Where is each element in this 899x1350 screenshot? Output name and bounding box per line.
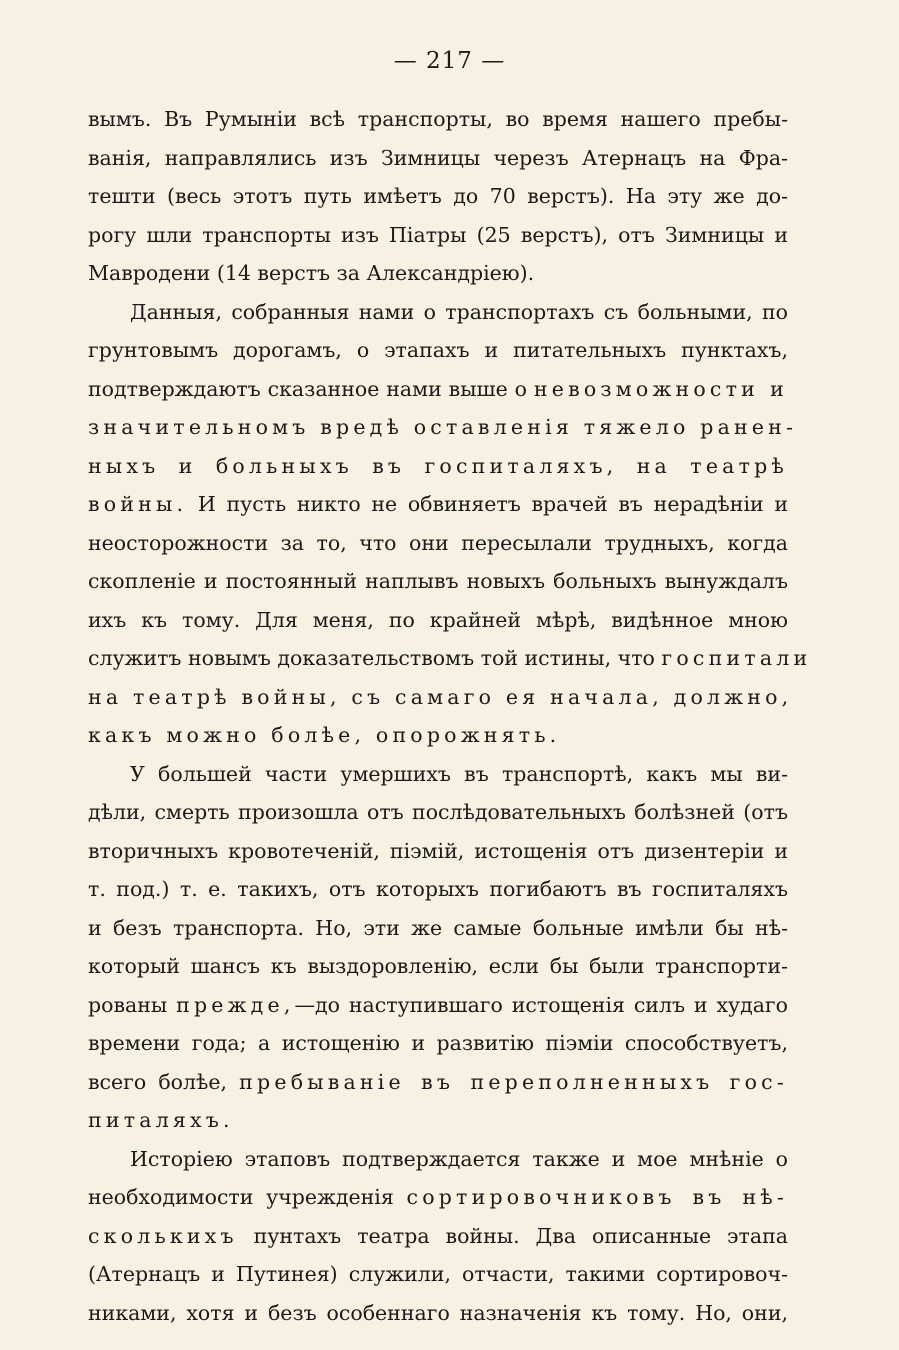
text-line: ихъ къ тому. Для меня, по крайней мѣрѣ, видѣнное мною	[88, 607, 788, 632]
text-line: всего болѣе, пребываніе въ переполненныхъ гос-	[88, 1069, 788, 1094]
spaced-emphasis: невозможности и	[533, 376, 788, 401]
text-line: рогу шли транспорты изъ Піатры (25 верстъ), отъ Зимницы и	[88, 222, 788, 247]
spaced-emphasis: на театрѣ войны, съ самаго ея начала, должно,	[88, 684, 793, 709]
text-line: войны. И пусть никто не обвиняетъ врачей въ нерадѣніи и	[88, 492, 788, 516]
spaced-emphasis: сортировочниковъ въ нѣ-	[406, 1185, 788, 1209]
text-line: и безъ транспорта. Но, эти же самые больные имѣли бы нѣ-	[88, 915, 788, 940]
text-line	[88, 716, 788, 755]
text-line: вторичныхъ кровотеченій, піэмій, истощенія отъ дизентеріи и	[88, 838, 788, 863]
spaced-emphasis: пребываніе въ переполненныхъ гос-	[239, 1069, 788, 1094]
text-line: (Атернацъ и Путинея) служили, отчасти, такими сортировоч-	[88, 1262, 788, 1286]
spaced-emphasis: питаляхъ.	[88, 1108, 234, 1132]
text-line	[88, 1101, 788, 1140]
body-text	[88, 100, 812, 1332]
text-line: Данныя, собранныя нами о транспортахъ съ больными, по	[130, 299, 788, 324]
spaced-emphasis: ныхъ и больныхъ въ госпиталяхъ, на театрѣ	[88, 453, 788, 478]
page-number: — 217 —	[393, 48, 506, 74]
text-line: рованы прежде,—до наступившаго истощенія силъ и худаго	[88, 992, 788, 1017]
text-line: служитъ новымъ доказательствомъ той истины, что госпитали	[88, 646, 812, 670]
text-line: вымъ. Въ Румыніи всѣ транспорты, во время нашего пребы-	[88, 107, 788, 131]
text-line: который шансъ къ выздоровленію, если бы были транспорти-	[88, 954, 788, 978]
text-line: сколькихъ пунтахъ театра войны. Два описанные этапа	[88, 1223, 788, 1248]
spaced-emphasis: значительномъ вредѣ оставленія тяжело ранен-	[88, 415, 798, 439]
text-line: т. под.) т. е. такихъ, отъ которыхъ погибаютъ въ госпиталяхъ	[88, 877, 788, 901]
text-line: Мавродени (14 верстъ за Александріею).	[88, 261, 535, 285]
text-line	[88, 678, 793, 717]
text-line: скопленіе и постоянный наплывъ новыхъ больныхъ вынуждалъ	[88, 569, 788, 593]
text-line: У большей части умершихъ въ транспортѣ, какъ мы ви-	[130, 761, 788, 786]
text-line	[88, 447, 788, 486]
spaced-emphasis: сколькихъ	[88, 1223, 238, 1248]
text-line: ванія, направлялись изъ Зимницы черезъ Атернацъ на Фра-	[88, 145, 788, 170]
text-line: Исторіею этаповъ подтверждается также и мое мнѣніе о	[130, 1146, 788, 1171]
spaced-emphasis: войны.	[88, 492, 188, 516]
spaced-emphasis: прежде,	[176, 992, 295, 1017]
text-line	[88, 408, 798, 447]
text-line: времени года; а истощенію и развитію піэміи способствуетъ,	[88, 1031, 788, 1055]
text-line: подтверждаютъ сказанное нами выше о невозможности и	[88, 376, 788, 401]
text-line: грунтовымъ дорогамъ, о этапахъ и питательныхъ пунктахъ,	[88, 338, 788, 362]
text-line: тешти (весь этотъ путь имѣетъ до 70 верстъ). На эту же до-	[88, 184, 788, 208]
text-line: необходимости учрежденія сортировочниковъ въ нѣ-	[88, 1185, 788, 1209]
text-line: никами, хотя и безъ особеннаго назначенія къ тому. Но, они,	[88, 1300, 788, 1325]
spaced-emphasis: какъ можно болѣе, опорожнять.	[88, 723, 561, 747]
spaced-emphasis: госпитали	[661, 646, 812, 670]
text-line: дѣли, смерть произошла отъ послѣдовательныхъ болѣзней (отъ	[88, 800, 788, 824]
text-line: неосторожности за то, что они пересылали трудныхъ, когда	[88, 530, 788, 555]
